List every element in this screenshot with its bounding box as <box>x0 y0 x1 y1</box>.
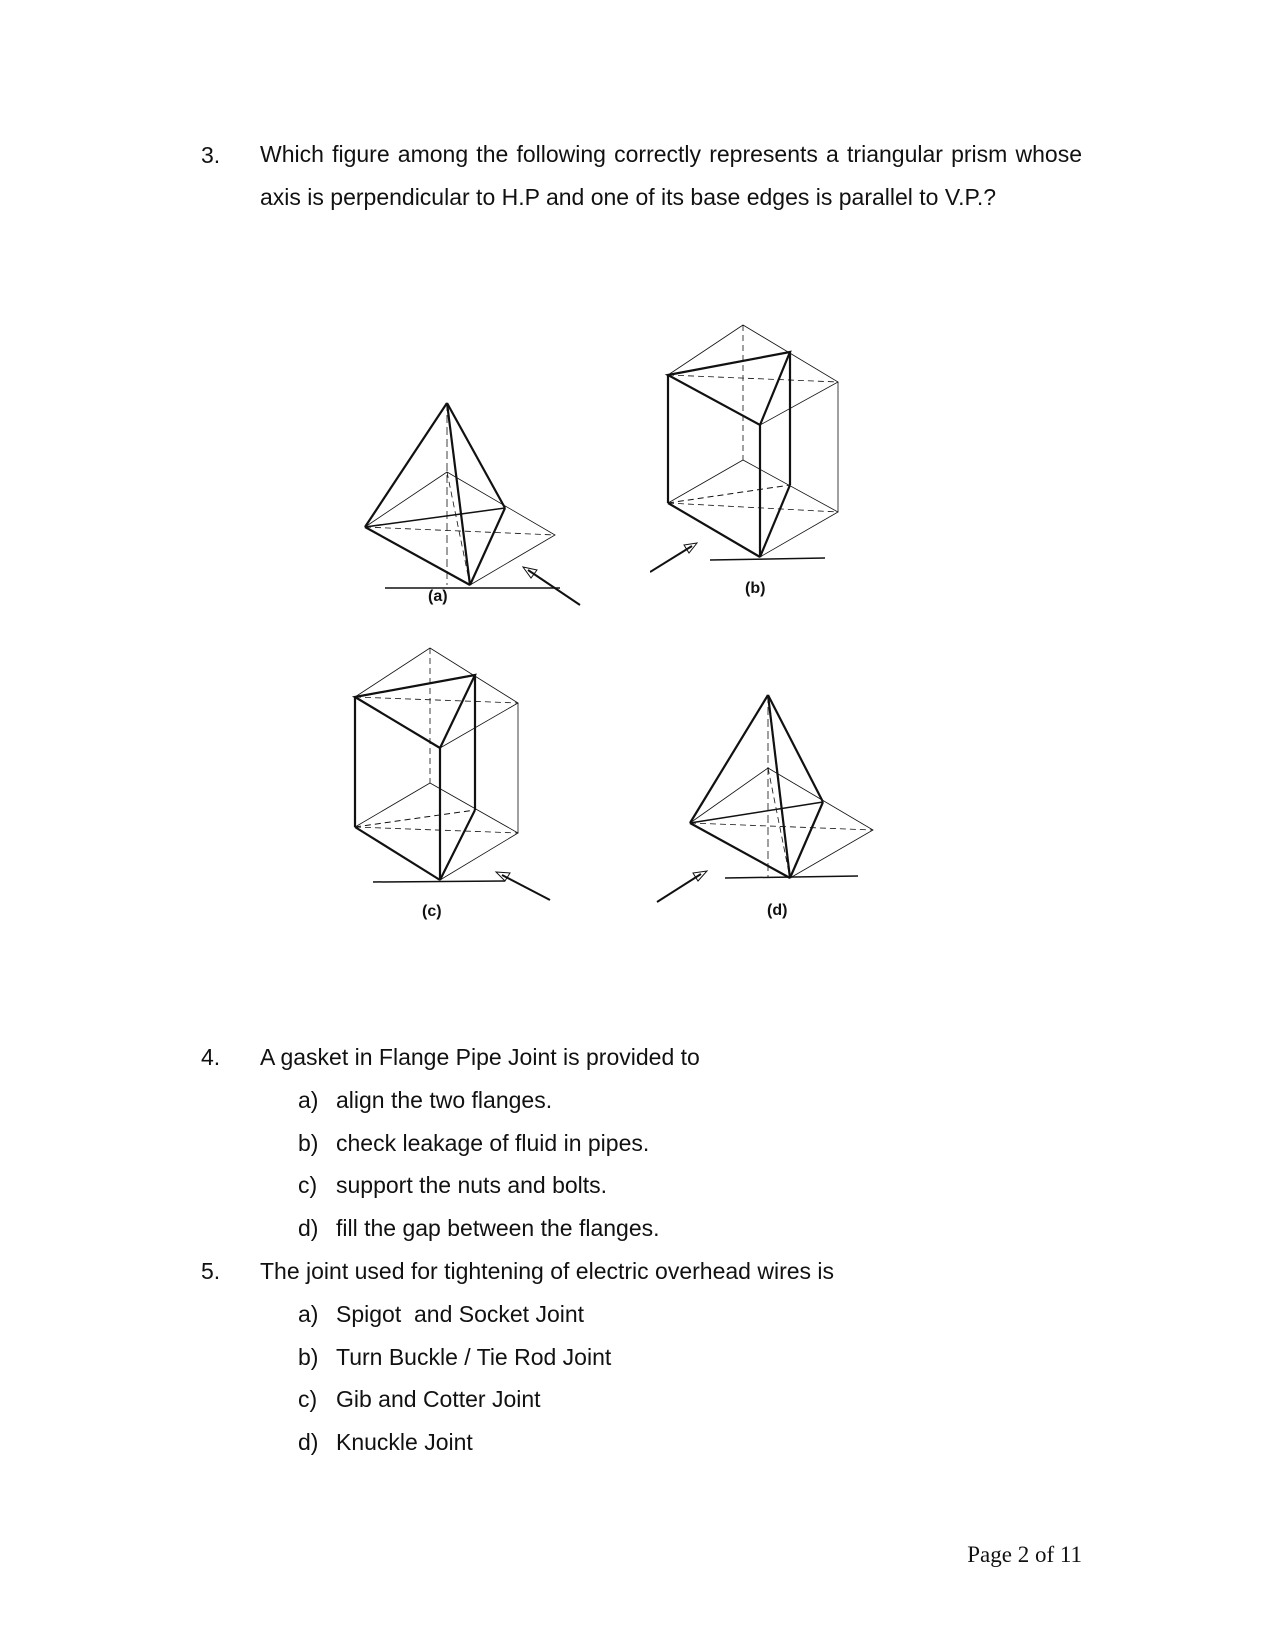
figure-label: (c) <box>422 903 442 920</box>
figure-c <box>340 645 570 955</box>
question-number: 5. <box>201 1258 221 1284</box>
figure-b <box>650 320 880 610</box>
option-text: Knuckle Joint <box>336 1429 473 1455</box>
question-text: Which figure among the following correctly represents a triangular prism whose axis is perpendicular to H.P and one of its base edges is parallel to V.P.? <box>260 141 1082 210</box>
figure-label: (d) <box>767 902 788 919</box>
figure-a <box>340 370 600 640</box>
option-text: Spigot and Socket Joint <box>336 1301 585 1327</box>
question-text: A gasket in Flange Pipe Joint is provided to <box>260 1044 700 1070</box>
option-letter: a) <box>298 1087 319 1113</box>
page-number: Page 2 of 11 <box>967 1542 1082 1567</box>
prism-arrow-right-icon <box>340 645 570 955</box>
option-letter: d) <box>298 1429 319 1455</box>
option-text: support the nuts and bolts. <box>336 1172 608 1198</box>
option-letter: c) <box>298 1172 318 1198</box>
option-text: fill the gap between the flanges. <box>336 1215 660 1241</box>
question-number: 4. <box>201 1044 221 1070</box>
option-text: Turn Buckle / Tie Rod Joint <box>336 1344 612 1370</box>
option-letter: b) <box>298 1130 319 1156</box>
option-text: align the two flanges. <box>336 1087 553 1113</box>
pyramid-arrow-right-icon <box>340 370 600 640</box>
figure-label: (b) <box>745 580 766 597</box>
option-letter: d) <box>298 1215 319 1241</box>
option-letter: b) <box>298 1344 319 1370</box>
option-letter: c) <box>298 1386 318 1412</box>
figure-d <box>655 690 895 960</box>
figure-label: (a) <box>428 588 448 605</box>
question-number: 3. <box>201 142 221 168</box>
option-text: check leakage of fluid in pipes. <box>336 1130 650 1156</box>
option-letter: a) <box>298 1301 319 1327</box>
option-text: Gib and Cotter Joint <box>336 1386 541 1412</box>
prism-arrow-left-icon <box>650 320 880 610</box>
question-text: The joint used for tightening of electric overhead wires is <box>260 1258 835 1284</box>
